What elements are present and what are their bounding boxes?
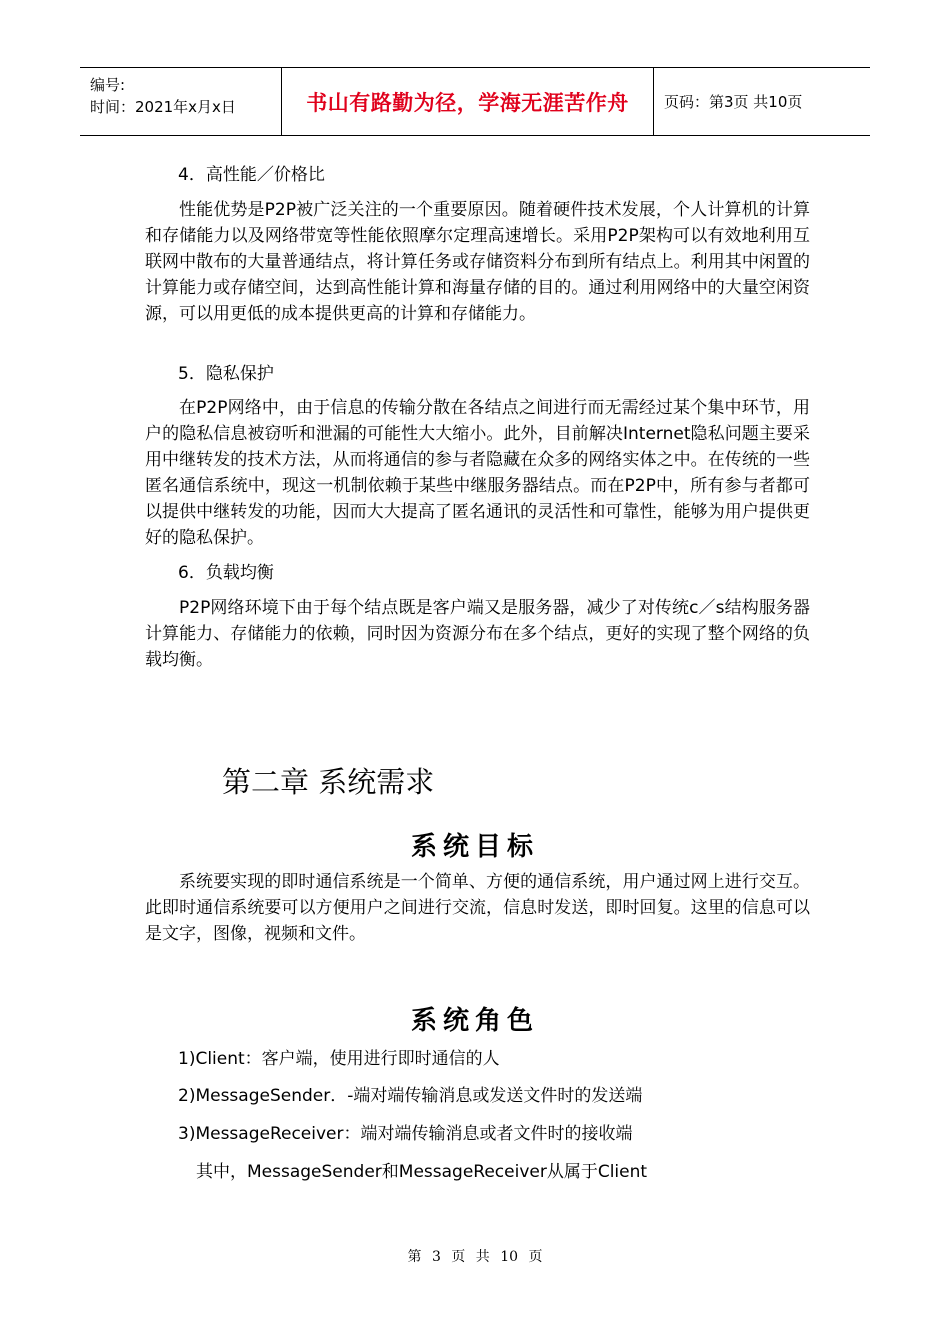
header-motto: 书山有路勤为径，学海无涯苦作舟 bbox=[306, 89, 629, 115]
header-page-cell bbox=[654, 68, 870, 135]
role-item: 1)Client：客户端，使用进行即时通信的人 bbox=[178, 1049, 500, 1069]
header-page-code: 页码：第3页 共10页 bbox=[664, 93, 803, 111]
item-6-body bbox=[145, 595, 810, 673]
goal-body bbox=[145, 869, 810, 947]
goal-paragraph: 系统要实现的即时通信系统是一个简单、方便的通信系统，用户通过网上进行交互。此即时通信系统要可以方便用户之间进行交流，信息时发送，即时回复。这里的信息可以是文字，图像，视频和文件。 bbox=[145, 872, 810, 944]
item-4-body bbox=[145, 197, 810, 327]
section-goal-title: 系统目标 bbox=[410, 832, 539, 862]
role-item: 3)MessageReceiver：端对端传输消息或者文件时的接收端 bbox=[178, 1124, 633, 1144]
header-motto-cell bbox=[282, 68, 654, 135]
item-4-title: 4．高性能／价格比 bbox=[178, 165, 325, 185]
item-5-paragraph: 在P2P网络中，由于信息的传输分散在各结点之间进行而无需经过某个集中环节，用户的隐私信息被窃听和泄漏的可能性大大缩小。此外，目前解决Internet隐私问题主要采用中继转发的技术方法，从而将通信的参与者隐藏在众多的网络实体之中。在传统的一些匿名通信系统中，现这一机制依赖于某些中继服务器结点。而在P2P中，所有参与者都可以提供中继转发的功能，因而大大提高了匿名通讯的灵活性和可靠性，能够为用户提供更好的隐私保护。 bbox=[145, 398, 810, 548]
page-footer: 第 3 页 共 10 页 bbox=[407, 1249, 543, 1265]
chapter-title: 第二章 系统需求 bbox=[222, 765, 435, 799]
item-6-paragraph: P2P网络环境下由于每个结点既是客户端又是服务器，减少了对传统c／s结构服务器计算能力、存储能力的依赖，同时因为资源分布在多个结点，更好的实现了整个网络的负载均衡。 bbox=[145, 598, 810, 670]
header-table bbox=[80, 67, 870, 136]
document-number-label: 编号: bbox=[90, 76, 126, 94]
header-meta-cell bbox=[80, 68, 282, 135]
role-item: 2)MessageSender．-端对端传输消息或发送文件时的发送端 bbox=[178, 1086, 643, 1106]
document-time-label: 时间：2021年x月x日 bbox=[90, 98, 236, 116]
item-6-title: 6．负载均衡 bbox=[178, 563, 274, 583]
item-4-paragraph: 性能优势是P2P被广泛关注的一个重要原因。随着硬件技术发展，个人计算机的计算和存储能力以及网络带宽等性能依照摩尔定理高速增长。采用P2P架构可以有效地利用互联网中散布的大量普通结点，将计算任务或存储资料分布到所有结点上。利用其中闲置的计算能力或存储空间，达到高性能计算和海量存储的目的。通过利用网络中的大量空闲资源，可以用更低的成本提供更高的计算和存储能力。 bbox=[145, 200, 810, 324]
roles-note: 其中，MessageSender和MessageReceiver从属于Client bbox=[196, 1162, 648, 1182]
item-5-title: 5．隐私保护 bbox=[178, 364, 274, 384]
section-roles-title: 系统角色 bbox=[410, 1006, 539, 1036]
item-5-body bbox=[145, 395, 810, 551]
